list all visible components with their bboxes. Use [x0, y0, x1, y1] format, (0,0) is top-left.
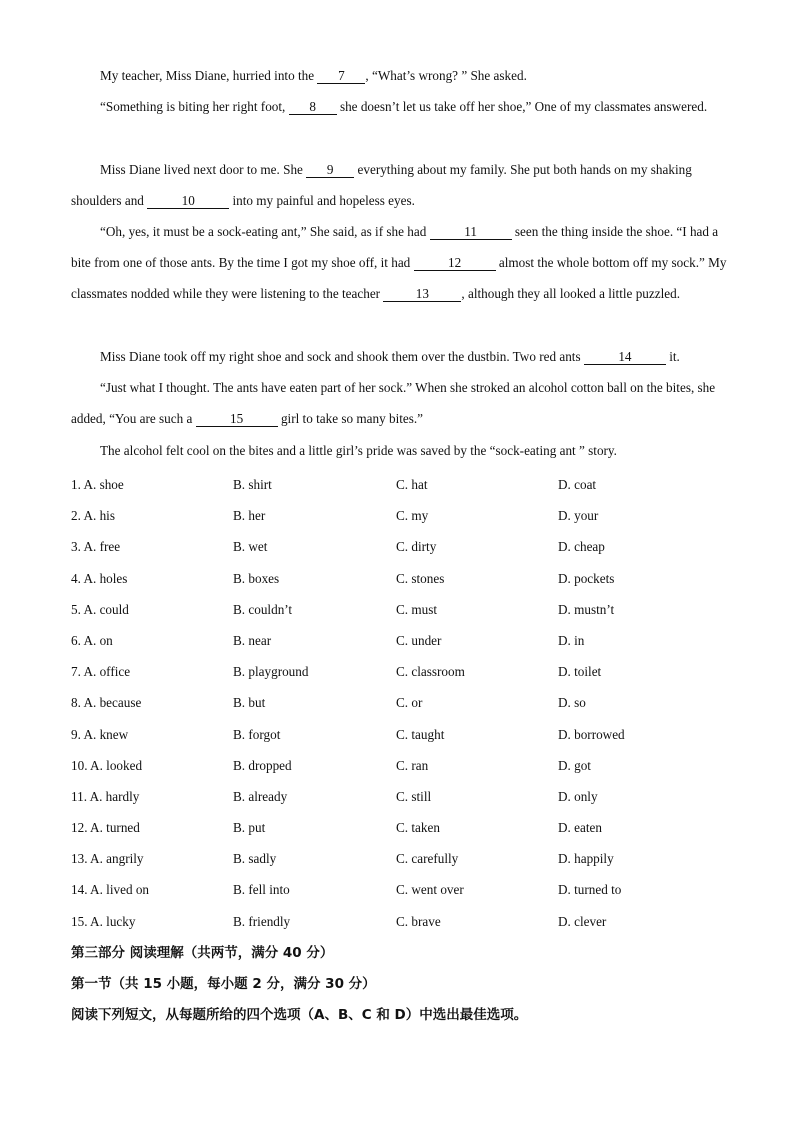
option-choice[interactable]: D. turned to [558, 882, 622, 898]
blank-11[interactable]: 11 [430, 225, 512, 240]
option-choice[interactable]: D. toilet [558, 664, 602, 680]
blank-14[interactable]: 14 [584, 350, 666, 365]
option-choice[interactable]: C. under [396, 632, 442, 648]
option-choice[interactable]: B. but [233, 695, 266, 711]
option-choice[interactable]: C. stones [396, 570, 445, 586]
option-choice[interactable]: C. carefully [396, 851, 459, 867]
option-row [71, 594, 731, 625]
passage-paragraph-4: “Oh, yes, it must be a sock-eating ant,” She said, as if she had 11 seen the thing inside the shoe. “I had a bite from one of those ants. By the time I got my shoe off, it had 12 almost the whole bottom off my sock.” My classmates nodded while they were listening to the teacher 13 , although they all looked a little puzzled. [71, 224, 727, 302]
option-choice[interactable]: D. so [558, 695, 586, 711]
passage-paragraph-2: “Something is biting her right foot, 8 she doesn’t let us take off her shoe,” One of my classmates answered. [100, 99, 708, 114]
option-row [71, 812, 731, 843]
option-choice[interactable]: D. your [558, 508, 599, 524]
option-choice[interactable]: D. pockets [558, 570, 615, 586]
passage-paragraph-1: My teacher, Miss Diane, hurried into the 7 , “What’s wrong? ” She asked. [100, 68, 527, 83]
option-choice[interactable]: D. eaten [558, 820, 602, 836]
option-choice[interactable]: B. dropped [233, 757, 292, 773]
option-choice[interactable]: 1. A. shoe [71, 477, 124, 492]
reading-instruction: 阅读下列短文，从每题所给的四个选项（A、B、C 和 D）中选出最佳选项。 [71, 1007, 528, 1023]
option-choice[interactable]: D. coat [558, 477, 597, 492]
option-choice[interactable]: 12. A. turned [71, 820, 140, 836]
option-choice[interactable]: B. near [233, 632, 272, 648]
blank-10[interactable]: 10 [147, 194, 229, 209]
option-choice[interactable]: D. only [558, 788, 598, 804]
option-choice[interactable]: D. got [558, 757, 591, 773]
blank-15[interactable]: 15 [196, 412, 278, 427]
option-choice[interactable]: 14. A. lived on [71, 882, 150, 898]
option-choice[interactable]: C. hat [396, 477, 428, 492]
blank-13[interactable]: 13 [383, 287, 461, 302]
option-choice[interactable]: C. my [396, 508, 429, 524]
option-choice[interactable]: B. put [233, 820, 266, 836]
option-choice[interactable]: C. must [396, 601, 438, 617]
option-choice[interactable]: D. clever [558, 913, 607, 929]
option-row [71, 750, 731, 781]
option-choice[interactable]: B. friendly [233, 913, 291, 929]
option-choice[interactable]: C. still [396, 788, 432, 804]
option-choice[interactable]: D. happily [558, 851, 614, 867]
blank-8[interactable]: 8 [289, 100, 337, 115]
option-choice[interactable]: B. boxes [233, 570, 280, 586]
option-choice[interactable]: B. forgot [233, 726, 281, 742]
option-row [71, 906, 731, 937]
option-row [71, 719, 731, 750]
option-choice[interactable]: C. or [396, 695, 423, 711]
option-choice[interactable]: 2. A. his [71, 508, 115, 524]
option-row [71, 500, 731, 531]
section-heading: 第三部分 阅读理解（共两节，满分 40 分） [71, 945, 334, 961]
option-choice[interactable]: D. mustn’t [558, 601, 615, 617]
blank-7[interactable]: 7 [317, 69, 365, 84]
option-choice[interactable]: 11. A. hardly [71, 788, 140, 804]
option-choice[interactable]: B. playground [233, 664, 309, 680]
option-choice[interactable]: 10. A. looked [71, 757, 143, 773]
blank-12[interactable]: 12 [414, 256, 496, 271]
option-choice[interactable]: 6. A. on [71, 632, 113, 648]
option-choice[interactable]: D. in [558, 632, 585, 648]
option-choice[interactable]: D. cheap [558, 539, 605, 555]
option-row [71, 874, 731, 905]
option-row [71, 469, 731, 500]
option-choice[interactable]: C. taken [396, 820, 440, 836]
option-choice[interactable]: C. went over [396, 882, 464, 898]
option-choice[interactable]: C. classroom [396, 664, 465, 680]
option-row [71, 531, 731, 562]
option-row [71, 563, 731, 594]
option-choice[interactable]: B. her [233, 508, 266, 524]
option-choice[interactable]: 13. A. angrily [71, 851, 144, 867]
passage-paragraph-6: “Just what I thought. The ants have eaten part of her sock.” When she stroked an alcohol cotton ball on the bites, she added, “You are such a 15 girl to take so many bites.” [71, 380, 716, 427]
option-choice[interactable]: 7. A. office [71, 664, 131, 680]
option-choice[interactable]: 3. A. free [71, 539, 121, 555]
option-choice[interactable]: B. wet [233, 539, 268, 555]
blank-9[interactable]: 9 [306, 163, 354, 178]
passage-paragraph-5: Miss Diane took off my right shoe and sock and shook them over the dustbin. Two red ants 14 it. [100, 349, 680, 364]
option-choice[interactable]: 8. A. because [71, 695, 142, 711]
subsection-heading: 第一节（共 15 小题，每小题 2 分，满分 30 分） [71, 976, 376, 992]
option-row [71, 656, 731, 687]
option-choice[interactable]: B. shirt [233, 477, 272, 492]
option-choice[interactable]: B. sadly [233, 851, 277, 867]
option-choice[interactable]: C. brave [396, 913, 441, 929]
option-choice[interactable]: 4. A. holes [71, 570, 128, 586]
option-choice[interactable]: C. ran [396, 757, 429, 773]
option-choice[interactable]: B. already [233, 788, 288, 804]
passage-paragraph-7: The alcohol felt cool on the bites and a little girl’s pride was saved by the “sock-eating ant ” story. [100, 443, 617, 458]
option-choice[interactable]: B. couldn’t [233, 601, 293, 617]
option-row [71, 781, 731, 812]
option-choice[interactable]: C. taught [396, 726, 445, 742]
option-choice[interactable]: D. borrowed [558, 726, 625, 742]
option-row [71, 625, 731, 656]
options-list [71, 469, 731, 937]
option-choice[interactable]: C. dirty [396, 539, 437, 555]
option-row [71, 687, 731, 718]
option-choice[interactable]: 5. A. could [71, 601, 129, 617]
option-choice[interactable]: B. fell into [233, 882, 290, 898]
option-choice[interactable]: 9. A. knew [71, 726, 129, 742]
option-choice[interactable]: 15. A. lucky [71, 913, 136, 929]
passage-paragraph-3: Miss Diane lived next door to me. She 9 everything about my family. She put both hands on my shaking shoulders and 10 into my painful and hopeless eyes. [71, 162, 692, 209]
option-row [71, 843, 731, 874]
